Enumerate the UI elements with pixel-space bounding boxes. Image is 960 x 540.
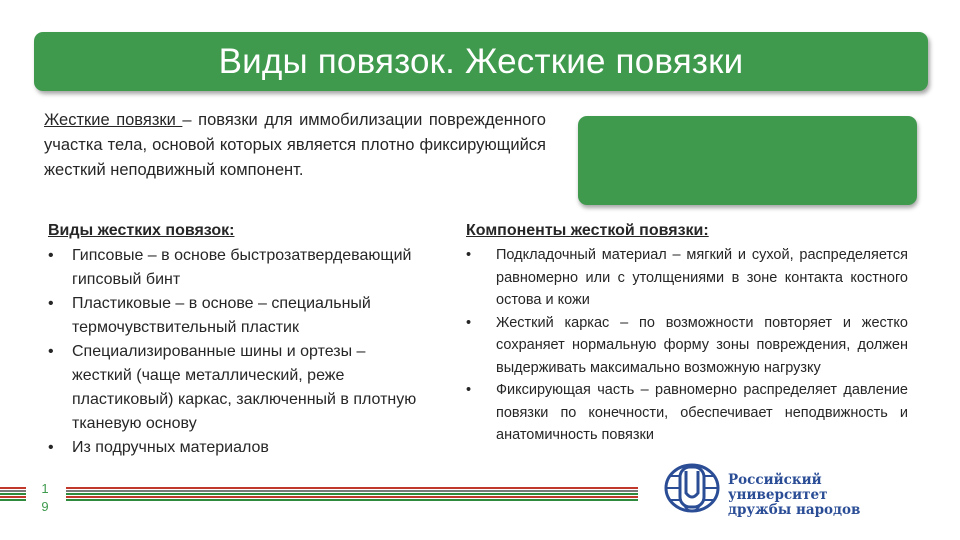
- definition-paragraph: [44, 108, 546, 183]
- list-item-text: Пластиковые – в основе – специальный термочувствительный пластик: [72, 295, 371, 336]
- list-item: [466, 312, 908, 380]
- list-item-text: Подкладочный материал – мягкий и сухой, распределяется равномерно или с утолщениями в зоне контакта костного остова и кожи: [496, 247, 908, 308]
- components-section: [466, 220, 908, 447]
- rigid-types-heading: Виды жестких повязок:: [48, 222, 235, 239]
- rigid-types-section: [48, 220, 418, 460]
- bullet-icon: •: [48, 343, 54, 360]
- bullet-icon: •: [466, 382, 472, 398]
- university-name-line1: Российский университет: [728, 472, 828, 503]
- list-item-text: Фиксирующая часть – равномерно распределяет давление повязки по конечности, обеспечивает неподвижность и анатомичность повязки: [496, 382, 908, 443]
- bullet-icon: •: [48, 247, 54, 264]
- bullet-icon: •: [466, 247, 472, 263]
- title-bar: [34, 32, 928, 91]
- list-item: [48, 340, 418, 436]
- bullet-icon: •: [48, 439, 54, 456]
- green-box-placeholder: [578, 116, 917, 205]
- globe-emblem-icon: [664, 463, 720, 513]
- components-heading: Компоненты жесткой повязки:: [466, 222, 709, 239]
- list-item: [466, 379, 908, 447]
- list-item: [48, 292, 418, 340]
- decorative-stripes-left: [0, 487, 26, 502]
- list-item: [48, 244, 418, 292]
- list-item-text: Жесткий каркас – по возможности повторяет и жестко сохраняет нормальную форму зоны повреждения, должен выдерживать максимально возможную нагрузку: [496, 314, 908, 376]
- rigid-types-list: [48, 244, 418, 460]
- page-number: 1 9: [41, 481, 49, 514]
- page-title: Виды повязок. Жесткие повязки: [218, 41, 744, 81]
- bullet-icon: •: [466, 314, 472, 331]
- components-list: [466, 244, 908, 447]
- definition-text: – повязки для иммобилизации поврежденного участка тела, основой которых является плотно фиксирующийся жесткий неподвижный компонент.: [44, 111, 546, 179]
- list-item-text: Гипсовые – в основе быстрозатвердевающий гипсовый бинт: [72, 247, 412, 288]
- university-name: [728, 473, 924, 518]
- university-name-line2: дружбы народов: [728, 502, 861, 518]
- list-item: [48, 436, 418, 460]
- definition-term: Жесткие повязки: [44, 111, 183, 129]
- list-item-text: Специализированные шины и ортезы – жесткий (чаще металлический, реже пластиковый) каркас, заключенный в плотную тканевую основу: [72, 343, 417, 432]
- list-item-text: Из подручных материалов: [72, 439, 269, 456]
- list-item: [466, 244, 908, 312]
- university-logo: [664, 463, 924, 518]
- decorative-stripes-right: [66, 487, 638, 502]
- bullet-icon: •: [48, 295, 54, 312]
